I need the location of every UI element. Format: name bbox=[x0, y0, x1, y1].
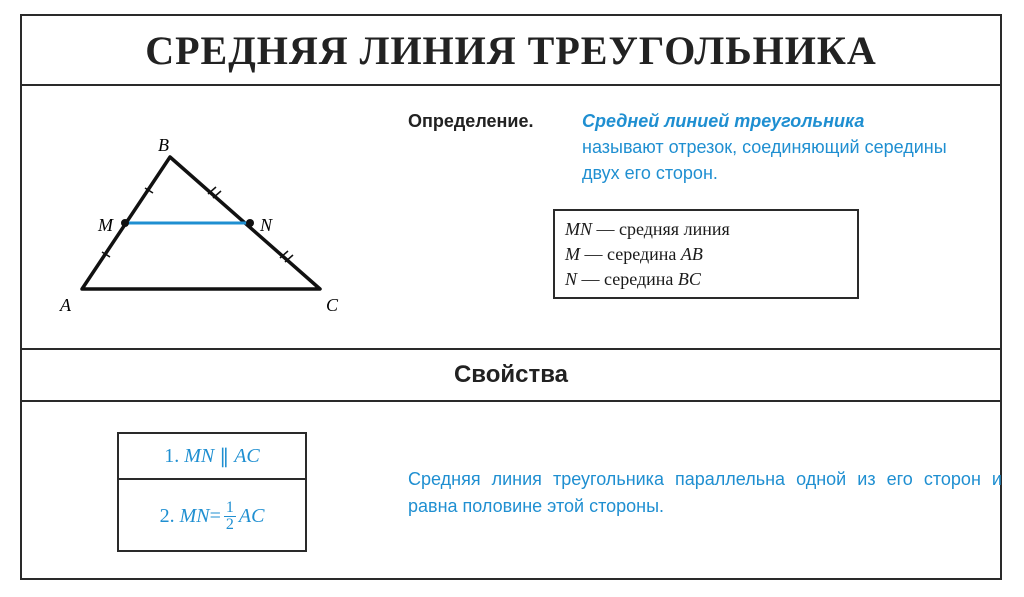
property-op: = bbox=[209, 504, 221, 527]
title-bar bbox=[22, 16, 1000, 86]
property-left: MN bbox=[184, 444, 215, 467]
property-number: 1. bbox=[164, 444, 180, 467]
notation-ref: BC bbox=[677, 269, 701, 289]
notation-box bbox=[553, 209, 859, 299]
property-1 bbox=[119, 434, 305, 480]
point-m bbox=[121, 219, 129, 227]
definition-term: Средней линией треугольника bbox=[582, 111, 865, 131]
triangle-figure bbox=[62, 121, 382, 321]
properties-formula-box bbox=[117, 432, 307, 552]
fraction-denominator: 2 bbox=[225, 515, 234, 533]
property-left: MN bbox=[179, 504, 210, 527]
property-number: 2. bbox=[159, 504, 175, 527]
notation-row bbox=[565, 217, 847, 242]
label-a: A bbox=[60, 295, 71, 315]
label-c: C bbox=[326, 295, 339, 315]
notation-row bbox=[565, 242, 847, 267]
point-n bbox=[246, 219, 254, 227]
notation-symbol: MN bbox=[565, 219, 592, 239]
fraction bbox=[224, 500, 236, 533]
definition-label: Определение. bbox=[408, 111, 534, 131]
notation-text: — середина bbox=[581, 269, 674, 289]
property-op: ∥ bbox=[219, 445, 230, 468]
card-frame bbox=[20, 14, 1002, 580]
label-m: M bbox=[98, 215, 113, 235]
notation-symbol: M bbox=[565, 244, 580, 264]
label-b: B bbox=[158, 135, 169, 155]
properties-heading: Свойства bbox=[453, 361, 569, 388]
page-title: СРЕДНЯЯ ЛИНИЯ ТРЕУГОЛЬНИКА bbox=[145, 27, 877, 73]
label-n: N bbox=[260, 215, 273, 235]
notation-symbol: N bbox=[565, 269, 578, 289]
notation-row bbox=[565, 267, 847, 292]
properties-text: Средняя линия треугольника параллельна одной из его сторон и равна половине этой стороны. bbox=[408, 469, 1002, 516]
property-right: AC bbox=[238, 504, 265, 527]
notation-ref: AB bbox=[680, 244, 703, 264]
properties-bar bbox=[22, 348, 1000, 402]
notation-text: — средняя линия bbox=[596, 219, 730, 239]
fraction-numerator: 1 bbox=[225, 498, 234, 516]
notation-text: — середина bbox=[584, 244, 677, 264]
property-2 bbox=[119, 480, 305, 552]
property-right: AC bbox=[234, 444, 260, 467]
definition-text: называют отрезок, соединяющий середины двух его сторон. bbox=[582, 137, 947, 183]
